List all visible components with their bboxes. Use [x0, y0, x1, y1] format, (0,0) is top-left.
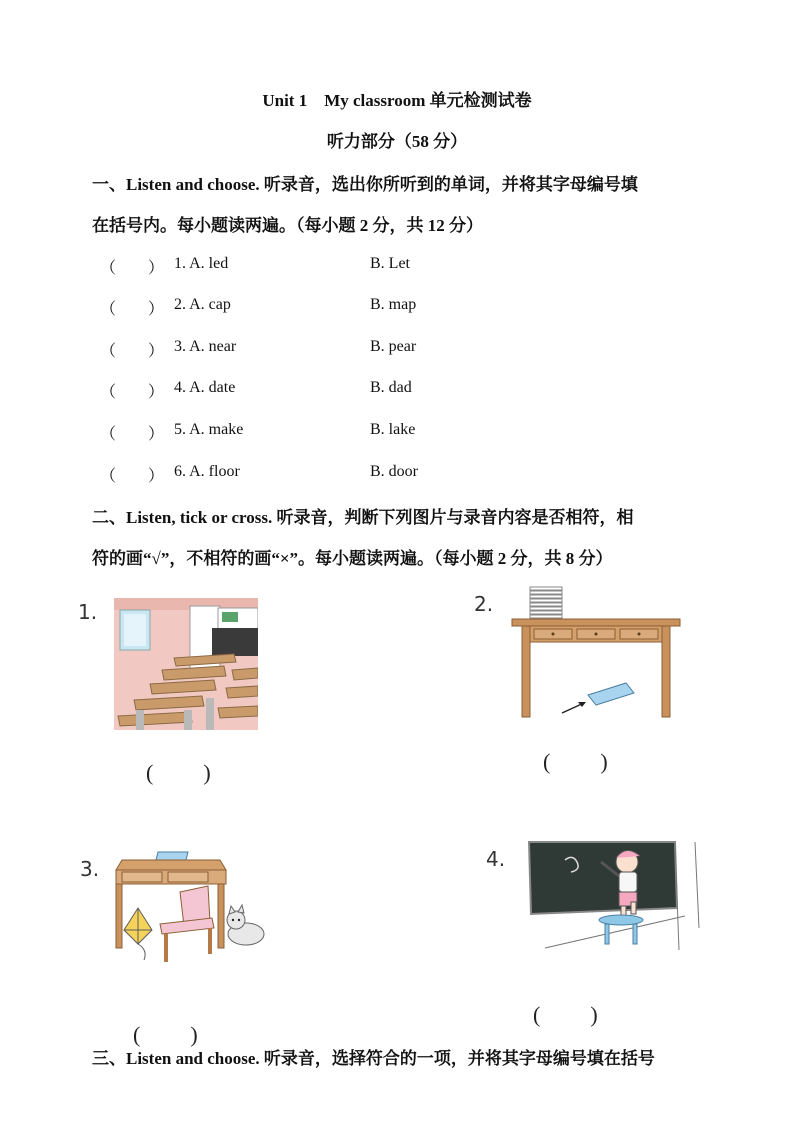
answer-blank[interactable]: （ ） [100, 260, 165, 277]
option-a: 3. A. near [174, 338, 237, 355]
answer-blank[interactable]: ( ) [146, 760, 213, 785]
option-a: 1. A. led [174, 255, 229, 272]
option-a: 4. A. date [174, 379, 236, 396]
desk-chair-kite-cat-picture [108, 850, 268, 965]
answer-blank[interactable]: （ ） [100, 426, 165, 443]
option-b: B. lake [370, 421, 416, 438]
picture-number: 3. [80, 857, 100, 881]
answer-blank[interactable]: （ ） [100, 301, 165, 318]
option-b: B. pear [370, 338, 417, 355]
picture-number: 2. [474, 592, 494, 616]
classroom-picture [114, 598, 258, 730]
answer-blank[interactable]: ( ) [133, 1022, 200, 1047]
desk-pencilbox-picture [510, 585, 682, 720]
section2-instruction-line2: 符的画“√”，不相符的画“×”。每小题读两遍。（每小题 2 分，共 8 分） [92, 549, 613, 568]
picture-number: 4. [486, 847, 506, 871]
girl-blackboard-picture [525, 838, 705, 950]
picture-number: 1. [78, 600, 98, 624]
answer-blank[interactable]: （ ） [100, 343, 165, 360]
option-a: 5. A. make [174, 421, 244, 438]
section1-instruction-line2: 在括号内。每小题读两遍。（每小题 2 分，共 12 分） [92, 216, 483, 235]
section3-instruction-line1: 三、Listen and choose. 听录音，选择符合的一项，并将其字母编号填在括号 [92, 1049, 655, 1068]
listening-subtitle: 听力部分（58 分） [326, 132, 468, 151]
option-b: B. Let [370, 255, 410, 272]
section1-instruction-line1: 一、Listen and choose. 听录音，选出你所听到的单词，并将其字母编号填 [92, 175, 638, 194]
section2-instruction-line1: 二、Listen, tick or cross. 听录音，判断下列图片与录音内容是否相符，相 [92, 508, 634, 527]
answer-blank[interactable]: ( ) [533, 1002, 600, 1027]
answer-blank[interactable]: （ ） [100, 384, 165, 401]
option-b: B. dad [370, 379, 412, 396]
option-b: B. map [370, 296, 417, 313]
answer-blank[interactable]: ( ) [543, 749, 610, 774]
option-a: 2. A. cap [174, 296, 231, 313]
option-b: B. door [370, 463, 418, 480]
page-title: Unit 1 My classroom 单元检测试卷 [262, 91, 532, 110]
option-a: 6. A. floor [174, 463, 240, 480]
answer-blank[interactable]: （ ） [100, 468, 165, 485]
